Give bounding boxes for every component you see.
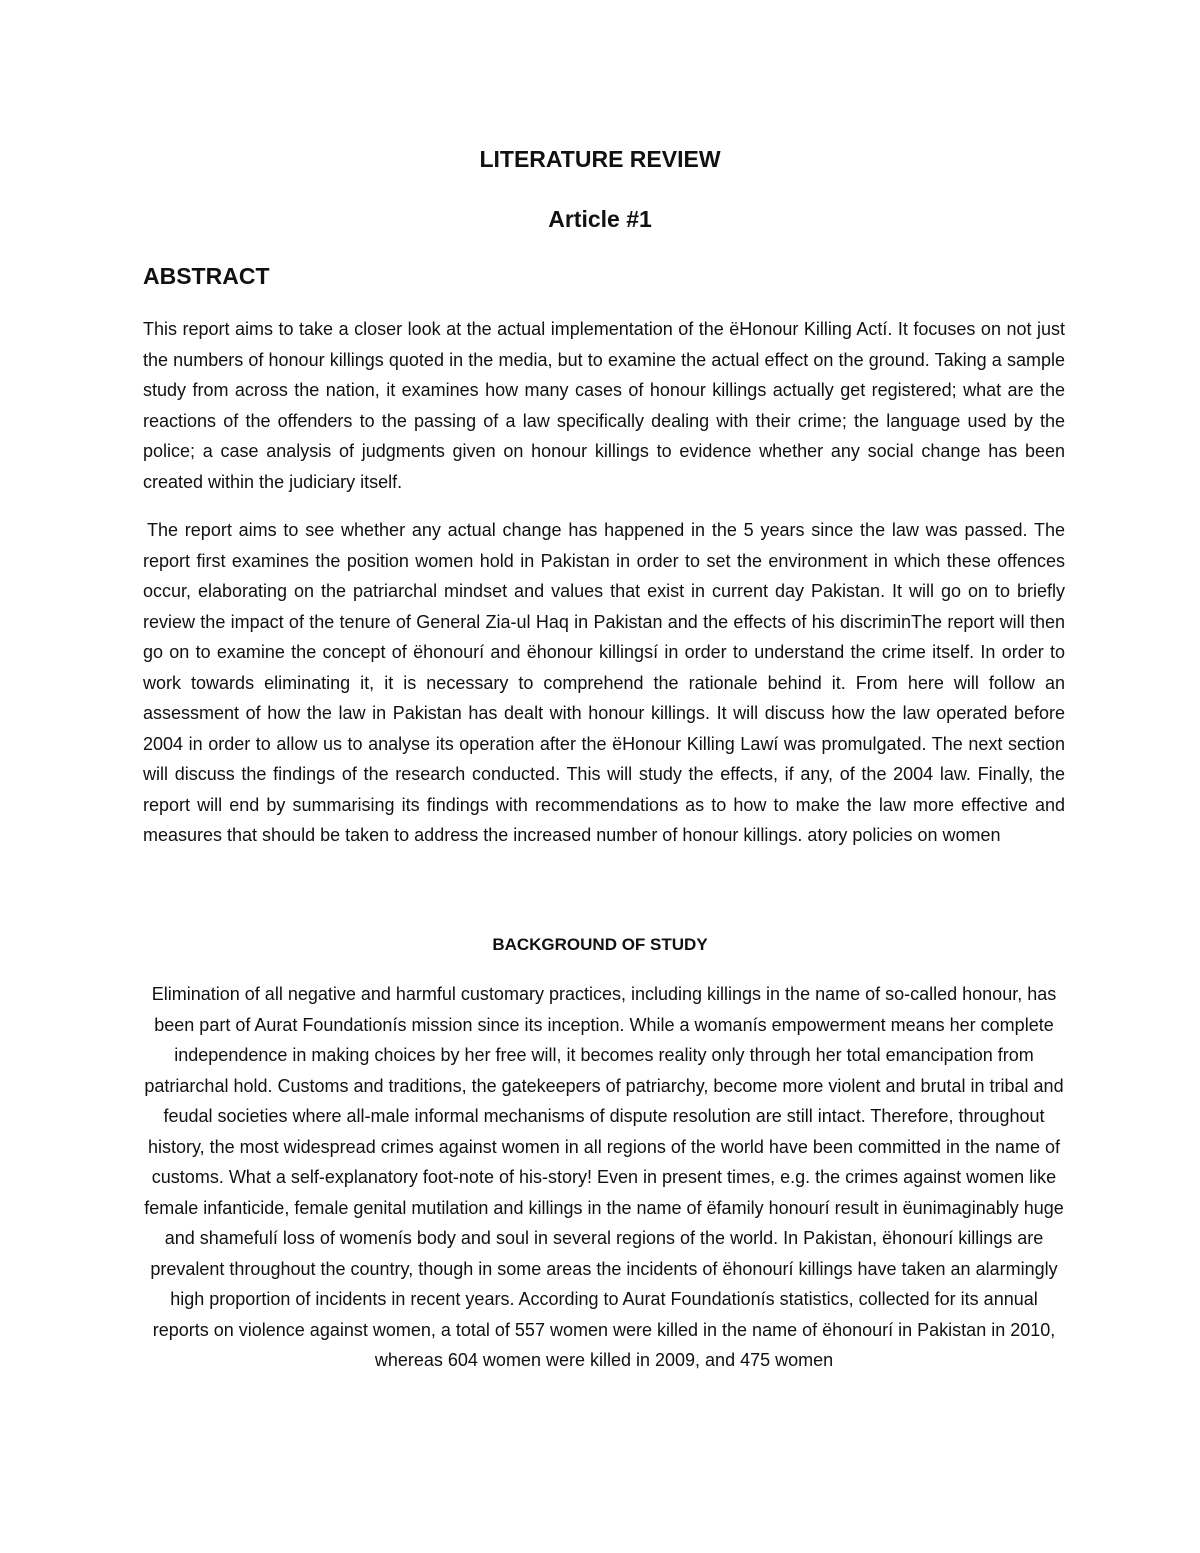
background-paragraph: Elimination of all negative and harmful customary practices, including killings in the name of so-called honour, has been part of Aurat Foundationís mission since its inception. While a womanís empowerment means her complete independence in making choices by her free will, it becomes reality only through her total emancipation from patriarchal hold. Customs and traditions, the gatekeepers of patriarchy, become more violent and brutal in tribal and feudal societies where all-male informal mechanisms of dispute resolution are still intact. Therefore, throughout history, the most widespread crimes against women in all regions of the world have been committed in the name of customs. What a self-explanatory foot-note of his-story! Even in present times, e.g. the crimes against women like female infanticide, female genital mutilation and killings in the name of ëfamily honourí result in ëunimaginably huge and shamefulí loss of womenís body and soul in several regions of the world. In Pakistan, ëhonourí killings are prevalent throughout the country, though in some areas the incidents of ëhonourí killings have taken an alarmingly high proportion of incidents in recent years. According to Aurat Foundationís statistics, collected for its annual reports on violence against women, a total of 557 women were killed in the name of ëhonourí in Pakistan in 2010, whereas 604 women were killed in 2009, and 475 women [144, 984, 1064, 1370]
abstract-paragraph-1: This report aims to take a closer look at the actual implementation of the ëHonour Killing Actí. It focuses on not just the numbers of honour killings quoted in the media, but to examine the actual effect on the ground. Taking a sample study from across the nation, it examines how many cases of honour killings actually get registered; what are the reactions of the offenders to the passing of a law specifically dealing with their crime; the language used by the police; a case analysis of judgments given on honour killings to evidence whether any social change has been created within the judiciary itself. [143, 319, 1065, 492]
document-title: LITERATURE REVIEW [479, 146, 721, 172]
background-heading: BACKGROUND OF STUDY [492, 935, 708, 954]
abstract-heading: ABSTRACT [143, 263, 270, 289]
abstract-paragraph-2: The report aims to see whether any actual change has happened in the 5 years since the law was passed. The report first examines the position women hold in Pakistan in order to set the environment in which these offences occur, elaborating on the patriarchal mindset and values that exist in current day Pakistan. It will go on to briefly review the impact of the tenure of General Zia-ul Haq in Pakistan and the effects of his discriminThe report will then go on to examine the concept of ëhonourí and ëhonour killingsí in order to understand the crime itself. In order to work towards eliminating it, it is necessary to comprehend the rationale behind it. From here will follow an assessment of how the law in Pakistan has dealt with honour killings. It will discuss how the law operated before 2004 in order to allow us to analyse its operation after the ëHonour Killing Lawí was promulgated. The next section will discuss the findings of the research conducted. This will study the effects, if any, of the 2004 law. Finally, the report will end by summarising its findings with recommendations as to how to make the law more effective and measures that should be taken to address the increased number of honour killings. atory policies on women [143, 520, 1065, 845]
article-heading: Article #1 [548, 206, 652, 232]
